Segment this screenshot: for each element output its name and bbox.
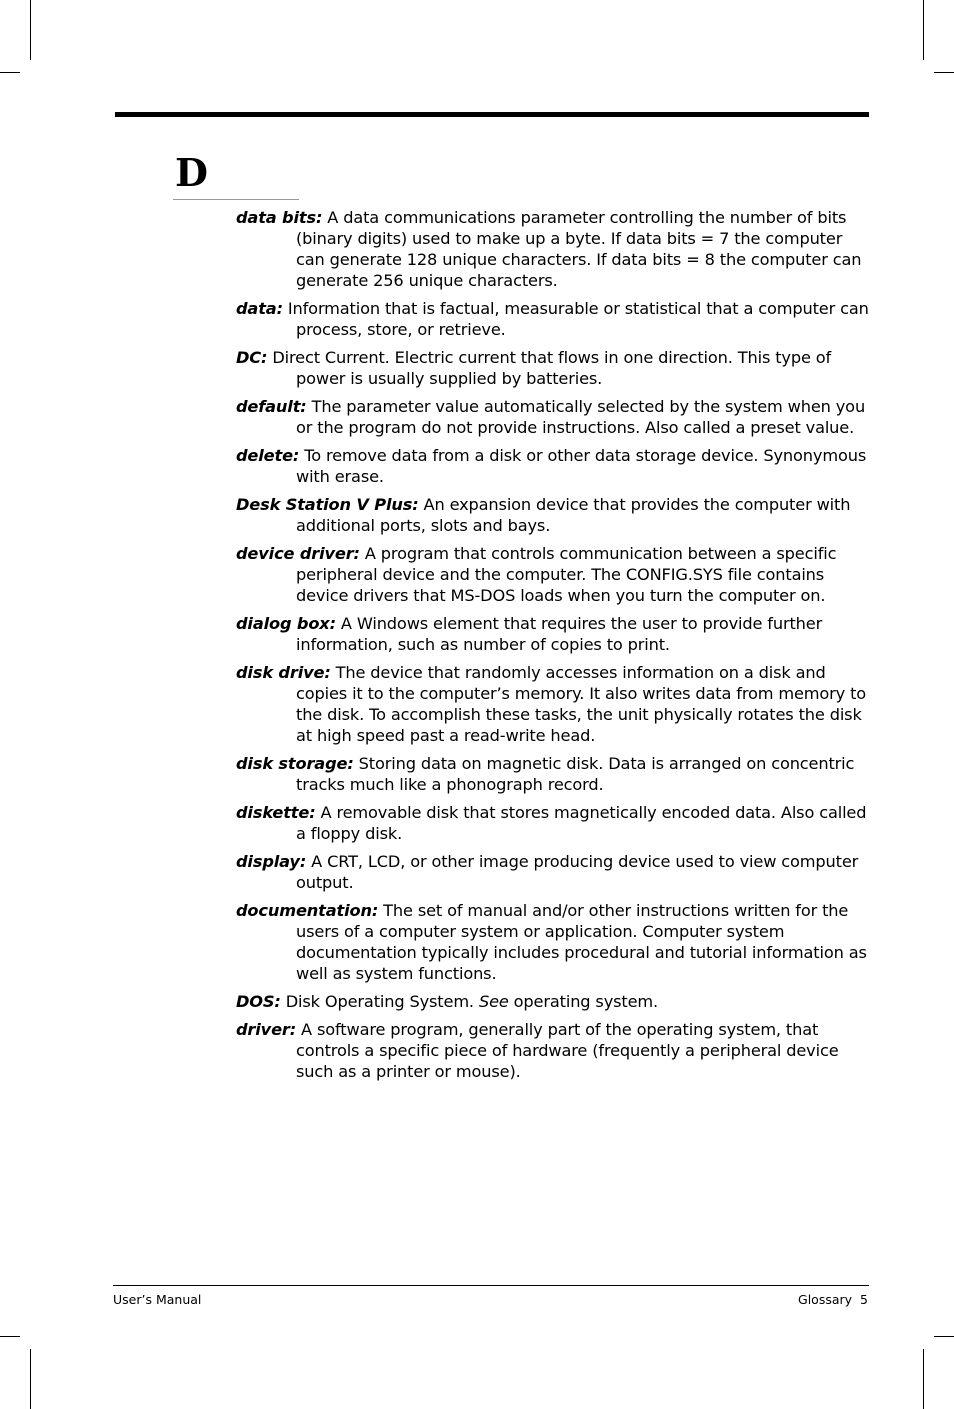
- footer-page-label: [798, 1292, 868, 1308]
- glossary-entry: [236, 494, 870, 536]
- crop-mark: [30, 0, 31, 60]
- crop-mark: [0, 1336, 20, 1337]
- glossary-definition: A Windows element that requires the user to provide further information, such as number of copies to print.: [296, 614, 823, 654]
- glossary-definition: A data communications parameter controlling the number of bits (binary digits) used to make up a byte. If data bits = 7 the computer can generate 128 unique characters. If data bits = 8 the computer can generate 256 unique characters.: [296, 208, 862, 290]
- glossary-term: Desk Station V Plus:: [236, 495, 419, 514]
- glossary-term: DC:: [236, 348, 268, 367]
- glossary-term: delete:: [236, 446, 300, 465]
- crop-mark: [923, 1349, 924, 1409]
- glossary-definition: A CRT, LCD, or other image producing device used to view computer output.: [296, 852, 859, 892]
- see-reference: See: [478, 992, 509, 1011]
- glossary-term: disk drive:: [236, 663, 331, 682]
- glossary-definition: To remove data from a disk or other data storage device. Synonymous with erase.: [296, 446, 867, 486]
- glossary-definition: An expansion device that provides the computer with additional ports, slots and bays.: [296, 495, 851, 535]
- glossary-definition: The set of manual and/or other instructions written for the users of a computer system or application. Computer system documentation typically includes procedural and tutorial information as well as system functions.: [296, 901, 867, 983]
- crop-mark: [0, 72, 20, 73]
- glossary-entry: [236, 396, 870, 438]
- glossary-entry: [236, 900, 870, 984]
- glossary-definition: Direct Current. Electric current that flows in one direction. This type of power is usually supplied by batteries.: [267, 348, 832, 388]
- header-rule: [115, 112, 869, 117]
- glossary-term: data bits:: [236, 208, 323, 227]
- glossary-entry: [236, 1019, 870, 1082]
- glossary-entry: [236, 662, 870, 746]
- footer-rule: [113, 1285, 869, 1286]
- glossary-entry: [236, 851, 870, 893]
- glossary-definition: The parameter value automatically selected by the system when you or the program do not provide instructions. Also called a preset value.: [296, 397, 866, 437]
- glossary-term: diskette:: [236, 803, 316, 822]
- glossary-term: display:: [236, 852, 307, 871]
- glossary-entry: [236, 298, 870, 340]
- glossary-definition: A program that controls communication between a specific peripheral device and the computer. The CONFIG.SYS file contains device drivers that MS-DOS loads when you turn the computer on.: [296, 544, 837, 605]
- glossary-entry: [236, 347, 870, 389]
- footer-page-number: 5: [860, 1292, 868, 1307]
- glossary-term: default:: [236, 397, 307, 416]
- glossary-definition: Information that is factual, measurable or statistical that a computer can process, store, or retrieve.: [282, 299, 869, 339]
- glossary-entry: [236, 445, 870, 487]
- section-letter-rule: [173, 199, 299, 200]
- glossary-term: driver:: [236, 1020, 297, 1039]
- glossary-entry: [236, 543, 870, 606]
- glossary-term: data:: [236, 299, 283, 318]
- glossary-entry: [236, 613, 870, 655]
- glossary-term: dialog box:: [236, 614, 336, 633]
- see-target: operating system.: [508, 992, 659, 1011]
- glossary-entry: [236, 207, 870, 291]
- glossary-definition: Disk Operating System.: [280, 992, 479, 1011]
- crop-mark: [934, 1336, 954, 1337]
- glossary-definition: A removable disk that stores magnetically encoded data. Also called a floppy disk.: [296, 803, 867, 843]
- glossary-entry: [236, 991, 870, 1012]
- glossary-definition: The device that randomly accesses information on a disk and copies it to the computer’s memory. It also writes data from memory to the disk. To accomplish these tasks, the unit physically rotates the disk at high speed past a read-write head.: [296, 663, 867, 745]
- footer-section-name: Glossary: [798, 1292, 853, 1307]
- glossary-definition: Storing data on magnetic disk. Data is arranged on concentric tracks much like a phonograph record.: [296, 754, 855, 794]
- glossary-term: device driver:: [236, 544, 360, 563]
- glossary-entry: [236, 753, 870, 795]
- crop-mark: [923, 0, 924, 60]
- footer-manual-title: User’s Manual: [113, 1292, 202, 1307]
- glossary-term: disk storage:: [236, 754, 354, 773]
- glossary-term: documentation:: [236, 901, 379, 920]
- crop-mark: [30, 1349, 31, 1409]
- crop-mark: [934, 72, 954, 73]
- glossary-definition: A software program, generally part of the operating system, that controls a specific piece of hardware (frequently a peripheral device such as a printer or mouse).: [296, 1020, 839, 1081]
- glossary-entries: [236, 207, 870, 1089]
- section-letter: D: [175, 150, 208, 195]
- glossary-term: DOS:: [236, 992, 281, 1011]
- glossary-entry: [236, 802, 870, 844]
